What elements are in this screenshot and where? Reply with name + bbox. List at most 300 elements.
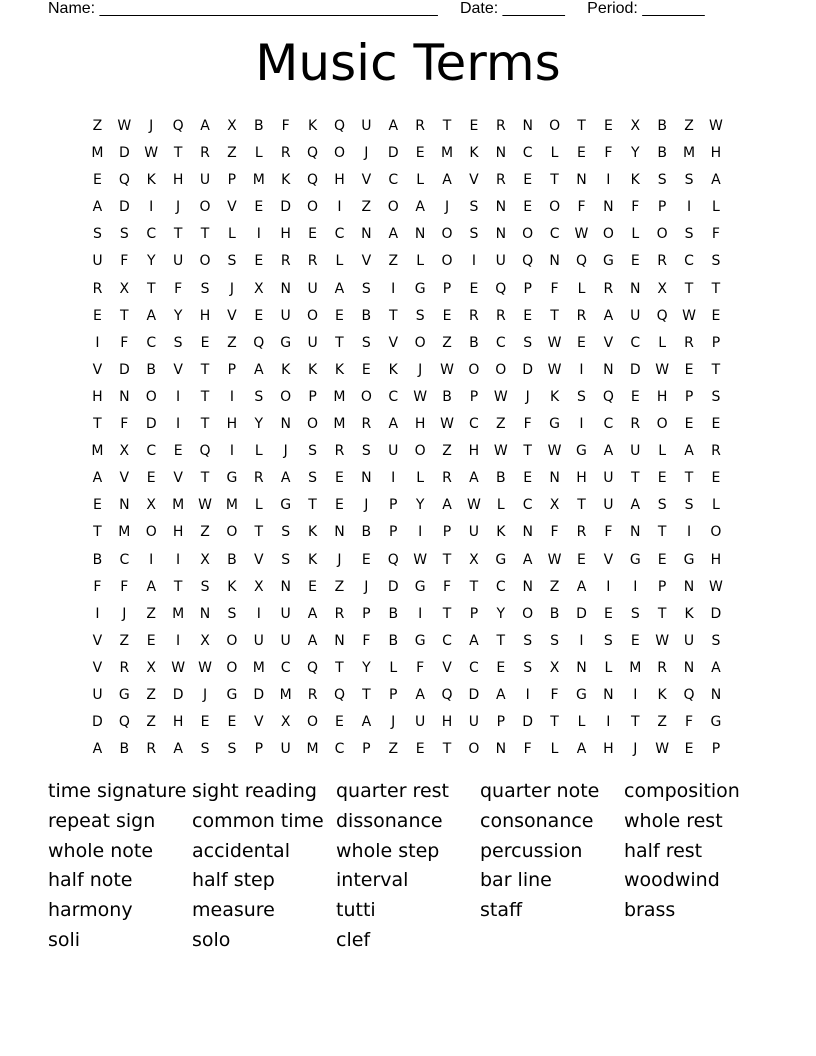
- grid-letter: J: [122, 605, 127, 622]
- grid-letter: N: [280, 416, 291, 433]
- grid-letter: W: [493, 388, 508, 405]
- grid-letter: M: [333, 388, 346, 405]
- grid-letter: L: [416, 172, 425, 189]
- grid-letter: R: [684, 334, 694, 351]
- grid-letter: K: [281, 172, 291, 189]
- grid-letter: C: [119, 551, 130, 568]
- grid-letter: D: [118, 361, 130, 378]
- grid-letter: D: [92, 714, 103, 731]
- grid-letter: Q: [522, 253, 534, 270]
- grid-letter: E: [630, 388, 640, 405]
- grid-letter: K: [227, 578, 237, 595]
- grid-letter: M: [91, 145, 104, 162]
- grid-letter: P: [469, 605, 479, 622]
- grid-letter: U: [468, 524, 480, 541]
- grid-letter: H: [468, 443, 480, 460]
- grid-letter: X: [146, 497, 157, 514]
- grid-letter: J: [229, 280, 234, 297]
- grid-letter: J: [444, 199, 450, 216]
- grid-letter: Z: [657, 714, 667, 731]
- grid-letter: E: [361, 361, 371, 378]
- grid-letter: O: [522, 605, 534, 622]
- grid-letter: I: [176, 551, 181, 568]
- grid-letter: P: [389, 524, 398, 541]
- grid-letter: J: [149, 118, 154, 134]
- grid-letter: B: [361, 307, 372, 324]
- grid-letter: T: [442, 118, 452, 134]
- grid-letter: G: [226, 470, 238, 487]
- word-bank: [48, 777, 768, 956]
- grid-letter: T: [93, 416, 102, 433]
- grid-letter: S: [93, 226, 102, 243]
- grid-letter: I: [686, 199, 692, 216]
- grid-letter: T: [577, 497, 586, 514]
- grid-letter: E: [335, 714, 344, 731]
- grid-letter: P: [254, 741, 264, 758]
- grid-letter: J: [364, 497, 369, 514]
- grid-letter: B: [253, 118, 264, 134]
- grid-letter: N: [683, 578, 695, 595]
- grid-letter: O: [199, 253, 211, 270]
- grid-letter: T: [442, 605, 452, 622]
- grid-letter: D: [118, 145, 130, 162]
- grid-letter: Z: [92, 118, 103, 134]
- grid-letter: A: [603, 307, 614, 324]
- grid-letter: W: [198, 497, 212, 514]
- grid-letter: N: [683, 659, 695, 676]
- grid-letter: V: [603, 334, 614, 351]
- word-bank-item: dissonance: [336, 809, 443, 832]
- grid-letter: U: [307, 280, 318, 297]
- grid-letter: Y: [362, 659, 371, 676]
- grid-letter: J: [364, 145, 369, 162]
- grid-letter: N: [603, 686, 614, 703]
- grid-letter: K: [630, 172, 640, 189]
- grid-letter: S: [711, 253, 721, 270]
- grid-letter: S: [711, 632, 721, 649]
- grid-letter: X: [200, 632, 210, 649]
- word-bank-item: brass: [624, 899, 676, 922]
- grid-letter: B: [361, 524, 372, 541]
- grid-letter: Q: [118, 172, 130, 189]
- grid-letter: S: [684, 172, 694, 189]
- grid-letter: V: [361, 172, 372, 189]
- grid-letter: Z: [684, 118, 694, 134]
- grid-letter: E: [496, 659, 506, 676]
- grid-letter: A: [280, 470, 291, 487]
- grid-letter: K: [307, 118, 318, 134]
- grid-letter: K: [146, 172, 156, 189]
- grid-letter: U: [253, 632, 264, 649]
- worksheet-header: [48, 0, 748, 20]
- word-bank-item: half rest: [624, 839, 703, 862]
- word-bank-item: tutti: [336, 899, 376, 922]
- grid-letter: H: [576, 470, 587, 487]
- grid-letter: Y: [630, 145, 640, 162]
- grid-letter: A: [173, 741, 183, 758]
- grid-letter: O: [307, 416, 319, 433]
- grid-letter: E: [523, 172, 533, 189]
- grid-letter: Q: [575, 253, 587, 270]
- grid-letter: Z: [146, 714, 157, 731]
- grid-letter: I: [176, 388, 181, 405]
- grid-letter: R: [630, 416, 641, 433]
- grid-letter: T: [496, 632, 506, 649]
- grid-letter: U: [199, 172, 211, 189]
- grid-letter: U: [172, 253, 184, 270]
- grid-letter: I: [391, 280, 396, 297]
- grid-letter: K: [307, 524, 318, 541]
- grid-letter: R: [495, 118, 506, 134]
- grid-letter: D: [468, 686, 480, 703]
- grid-letter: R: [253, 470, 264, 487]
- grid-letter: Q: [387, 551, 399, 568]
- grid-letter: L: [416, 470, 425, 487]
- grid-letter: W: [547, 443, 562, 460]
- grid-letter: A: [92, 741, 103, 758]
- grid-letter: A: [388, 226, 399, 243]
- grid-letter: O: [145, 524, 157, 541]
- grid-letter: K: [657, 686, 667, 703]
- grid-letter: J: [202, 686, 208, 703]
- grid-letter: N: [522, 578, 533, 595]
- grid-letter: P: [523, 280, 532, 297]
- grid-letter: A: [576, 741, 587, 758]
- grid-letter: W: [709, 578, 723, 595]
- grid-letter: T: [200, 470, 210, 487]
- grid-letter: L: [658, 443, 667, 460]
- grid-letter: B: [146, 361, 157, 378]
- grid-letter: M: [252, 172, 265, 189]
- grid-letter: E: [523, 307, 533, 324]
- grid-letter: P: [684, 388, 694, 405]
- grid-letter: A: [92, 470, 103, 487]
- grid-letter: H: [710, 145, 722, 162]
- grid-letter: W: [440, 361, 454, 378]
- grid-letter: A: [146, 578, 157, 595]
- grid-letter: L: [254, 497, 263, 514]
- grid-letter: H: [92, 388, 103, 405]
- grid-letter: N: [630, 280, 641, 297]
- grid-letter: E: [711, 470, 721, 487]
- grid-letter: R: [307, 253, 318, 270]
- grid-letter: R: [280, 253, 291, 270]
- grid-letter: A: [469, 632, 479, 649]
- grid-letter: N: [495, 199, 507, 216]
- grid-letter: C: [522, 145, 533, 162]
- grid-letter: N: [710, 686, 722, 703]
- word-bank-item: woodwind: [624, 869, 720, 892]
- grid-letter: R: [576, 307, 587, 324]
- grid-letter: E: [630, 632, 640, 649]
- grid-letter: Q: [307, 659, 319, 676]
- grid-letter: A: [415, 199, 425, 216]
- grid-letter: A: [684, 443, 694, 460]
- grid-letter: S: [308, 470, 318, 487]
- grid-letter: A: [307, 632, 318, 649]
- grid-letter: N: [495, 741, 507, 758]
- grid-letter: O: [468, 361, 480, 378]
- grid-letter: H: [280, 226, 291, 243]
- grid-letter: V: [119, 470, 130, 487]
- grid-letter: N: [495, 226, 507, 243]
- grid-letter: S: [254, 388, 264, 405]
- grid-letter: E: [308, 578, 317, 595]
- grid-letter: O: [145, 388, 157, 405]
- grid-letter: A: [254, 361, 264, 378]
- grid-letter: H: [199, 307, 211, 324]
- grid-letter: M: [629, 659, 642, 676]
- word-bank-item: soli: [48, 928, 81, 951]
- grid-letter: D: [387, 578, 399, 595]
- grid-letter: W: [547, 361, 562, 378]
- grid-letter: D: [710, 605, 722, 622]
- grid-letter: A: [576, 578, 587, 595]
- grid-letter: E: [335, 307, 344, 324]
- grid-letter: E: [173, 443, 183, 460]
- grid-letter: A: [415, 686, 425, 703]
- grid-letter: S: [361, 280, 371, 297]
- grid-letter: I: [471, 253, 476, 270]
- grid-letter: C: [146, 334, 157, 351]
- grid-letter: E: [711, 416, 721, 433]
- grid-letter: W: [493, 443, 508, 460]
- grid-letter: P: [711, 741, 721, 758]
- grid-letter: M: [118, 524, 131, 541]
- grid-letter: R: [576, 524, 587, 541]
- grid-letter: B: [442, 388, 452, 405]
- grid-letter: L: [712, 199, 720, 216]
- period-field-label: Period: _______: [587, 0, 705, 17]
- grid-letter: T: [469, 578, 479, 595]
- grid-letter: A: [388, 416, 399, 433]
- grid-letter: T: [93, 524, 102, 541]
- grid-letter: M: [306, 741, 319, 758]
- grid-letter: K: [307, 551, 318, 568]
- grid-letter: O: [226, 524, 238, 541]
- grid-letter: W: [144, 145, 159, 162]
- word-bank-item: half step: [192, 869, 275, 892]
- grid-letter: A: [630, 497, 641, 514]
- grid-letter: M: [252, 659, 265, 676]
- grid-letter: I: [686, 524, 692, 541]
- grid-letter: H: [226, 416, 238, 433]
- grid-letter: T: [388, 307, 398, 324]
- grid-letter: H: [414, 416, 426, 433]
- grid-letter: T: [630, 714, 640, 731]
- grid-letter: R: [415, 118, 425, 134]
- grid-letter: Z: [361, 199, 372, 216]
- grid-letter: C: [495, 578, 506, 595]
- grid-letter: Q: [333, 118, 345, 134]
- grid-letter: T: [335, 334, 344, 351]
- grid-letter: K: [388, 361, 398, 378]
- grid-letter: K: [334, 361, 345, 378]
- grid-letter: E: [523, 199, 533, 216]
- grid-letter: T: [442, 551, 452, 568]
- grid-letter: I: [95, 605, 100, 622]
- grid-letter: U: [307, 334, 318, 351]
- grid-letter: X: [200, 551, 210, 568]
- grid-letter: L: [416, 253, 425, 270]
- grid-letter: R: [603, 280, 614, 297]
- grid-letter: T: [146, 280, 156, 297]
- grid-letter: F: [550, 686, 559, 703]
- grid-letter: T: [254, 524, 264, 541]
- grid-letter: S: [415, 307, 425, 324]
- grid-letter: F: [523, 741, 532, 758]
- grid-letter: Z: [146, 686, 157, 703]
- grid-letter: C: [469, 659, 479, 676]
- grid-letter: P: [657, 578, 667, 595]
- grid-letter: F: [604, 524, 613, 541]
- grid-letter: B: [92, 551, 103, 568]
- grid-letter: T: [442, 741, 452, 758]
- grid-letter: L: [335, 253, 344, 270]
- grid-letter: E: [415, 741, 425, 758]
- grid-letter: F: [604, 145, 613, 162]
- grid-letter: A: [442, 497, 452, 514]
- grid-letter: R: [361, 416, 372, 433]
- grid-letter: I: [95, 334, 100, 351]
- grid-letter: F: [523, 416, 532, 433]
- grid-letter: S: [173, 334, 183, 351]
- grid-letter: L: [227, 226, 236, 243]
- grid-letter: T: [630, 470, 640, 487]
- grid-letter: B: [496, 470, 506, 487]
- grid-letter: F: [362, 632, 371, 649]
- grid-letter: H: [334, 172, 345, 189]
- grid-letter: P: [227, 361, 237, 378]
- grid-letter: W: [655, 361, 670, 378]
- grid-letter: F: [120, 253, 129, 270]
- word-bank-item: time signature: [48, 780, 187, 802]
- grid-letter: W: [682, 307, 696, 324]
- grid-letter: S: [657, 172, 667, 189]
- grid-letter: A: [442, 172, 452, 189]
- grid-letter: O: [414, 334, 426, 351]
- grid-letter: W: [117, 118, 132, 134]
- grid-letter: Y: [173, 307, 183, 324]
- grid-letter: J: [176, 199, 181, 216]
- grid-letter: M: [333, 416, 346, 433]
- grid-letter: V: [469, 172, 479, 189]
- grid-letter: S: [684, 497, 694, 514]
- word-bank-item: harmony: [48, 899, 133, 922]
- grid-letter: I: [337, 199, 342, 216]
- grid-letter: S: [550, 632, 560, 649]
- grid-letter: N: [576, 172, 587, 189]
- grid-letter: S: [281, 551, 291, 568]
- grid-letter: U: [495, 253, 506, 270]
- grid-letter: J: [633, 741, 638, 758]
- word-bank-item: quarter rest: [336, 780, 449, 802]
- grid-letter: N: [119, 388, 130, 405]
- grid-letter: X: [119, 280, 130, 297]
- grid-letter: E: [657, 470, 667, 487]
- grid-letter: O: [199, 199, 211, 216]
- grid-letter: G: [710, 714, 722, 731]
- grid-letter: W: [413, 388, 428, 405]
- grid-letter: C: [630, 334, 641, 351]
- grid-letter: I: [633, 578, 638, 595]
- grid-letter: X: [280, 714, 291, 731]
- grid-letter: O: [307, 199, 319, 216]
- grid-letter: L: [577, 280, 586, 297]
- grid-letter: E: [146, 632, 156, 649]
- grid-letter: O: [522, 226, 534, 243]
- grid-letter: I: [149, 551, 154, 568]
- grid-letter: E: [523, 470, 533, 487]
- grid-letter: B: [388, 632, 399, 649]
- grid-letter: G: [629, 551, 641, 568]
- grid-letter: K: [684, 605, 694, 622]
- grid-letter: U: [280, 741, 291, 758]
- grid-letter: T: [711, 280, 721, 297]
- grid-letter: G: [280, 334, 292, 351]
- grid-letter: E: [335, 497, 344, 514]
- grid-letter: I: [229, 443, 234, 460]
- word-bank-item: percussion: [480, 839, 583, 862]
- word-bank-item: repeat sign: [48, 809, 156, 832]
- grid-letter: T: [200, 361, 210, 378]
- grid-letter: M: [172, 497, 185, 514]
- grid-letter: H: [441, 714, 453, 731]
- grid-letter: U: [683, 632, 695, 649]
- word-bank-item: whole note: [48, 839, 154, 862]
- grid-letter: F: [93, 578, 102, 595]
- grid-letter: O: [656, 416, 668, 433]
- word-search-grid: [84, 113, 729, 763]
- grid-letter: E: [577, 551, 586, 568]
- grid-letter: T: [657, 605, 667, 622]
- grid-letter: S: [684, 226, 694, 243]
- grid-letter: V: [92, 659, 103, 676]
- grid-letter: I: [579, 416, 584, 433]
- grid-letter: I: [606, 172, 611, 189]
- grid-letter: P: [227, 172, 237, 189]
- grid-letter: V: [92, 632, 103, 649]
- grid-letter: E: [603, 118, 613, 134]
- grid-letter: P: [657, 199, 667, 216]
- grid-letter: V: [227, 199, 237, 216]
- grid-letter: W: [655, 632, 670, 649]
- word-bank-item: bar line: [480, 869, 552, 892]
- grid-letter: V: [173, 470, 183, 487]
- grid-letter: S: [630, 605, 640, 622]
- grid-letter: R: [469, 307, 479, 324]
- grid-letter: I: [418, 605, 423, 622]
- grid-letter: T: [308, 497, 317, 514]
- grid-letter: T: [550, 307, 559, 324]
- grid-letter: F: [711, 226, 720, 243]
- grid-letter: U: [92, 686, 103, 703]
- grid-letter: L: [254, 145, 263, 162]
- grid-letter: R: [334, 443, 345, 460]
- grid-letter: T: [335, 659, 344, 676]
- grid-letter: Z: [227, 334, 237, 351]
- grid-letter: N: [576, 659, 587, 676]
- grid-letter: C: [146, 443, 157, 460]
- grid-letter: I: [391, 470, 396, 487]
- grid-letter: X: [630, 118, 641, 134]
- grid-letter: K: [307, 361, 318, 378]
- grid-letter: O: [468, 741, 480, 758]
- grid-letter: S: [281, 524, 291, 541]
- grid-letter: W: [198, 659, 212, 676]
- grid-letter: M: [91, 443, 104, 460]
- word-bank-item: common time: [192, 809, 324, 832]
